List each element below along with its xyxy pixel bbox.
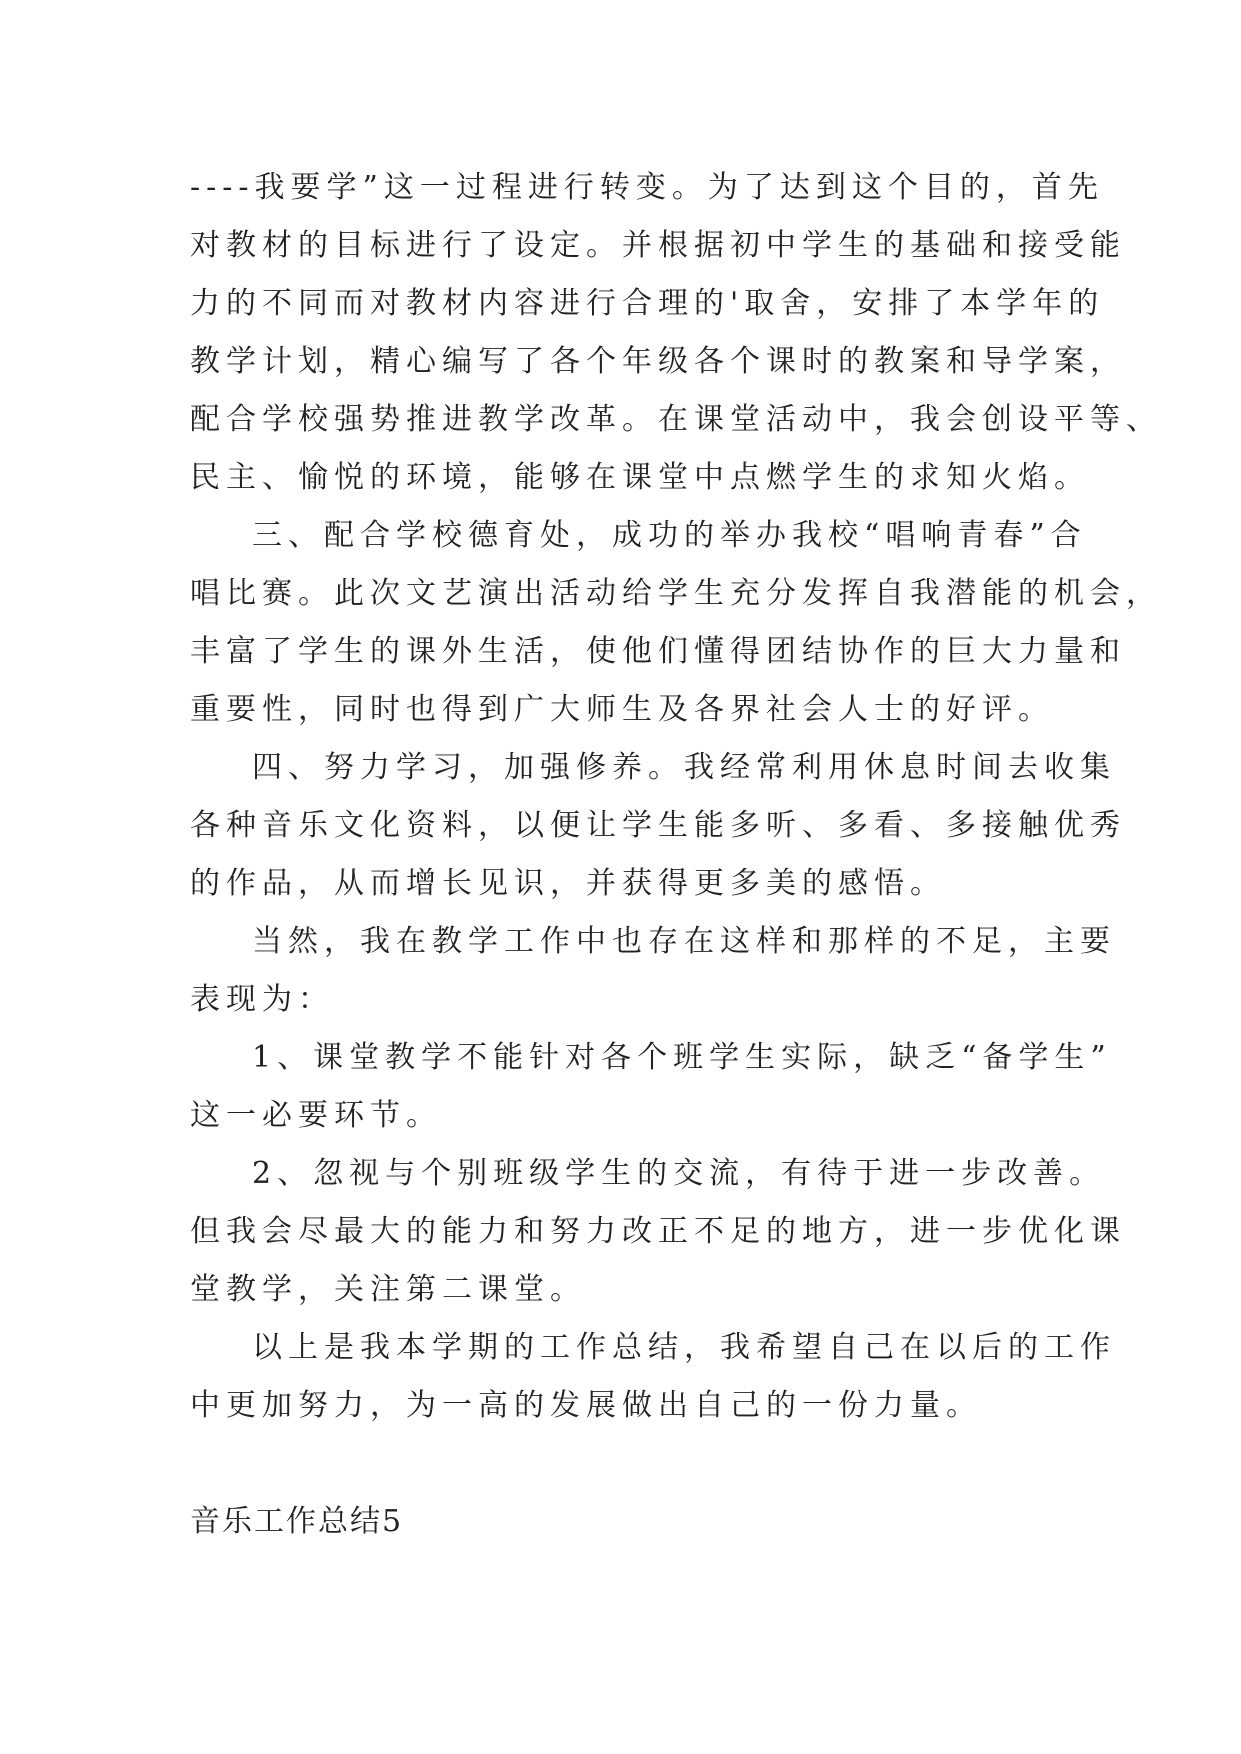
body-line: 各种音乐文化资料，以便让学生能多听、多看、多接触优秀 [190,808,1126,843]
paragraph-start-line: 1、课堂教学不能针对各个班学生实际，缺乏“备学生” [252,1040,1112,1075]
paragraph-start-line: 当然，我在教学工作中也存在这样和那样的不足，主要 [252,924,1116,959]
body-line: 表现为： [190,982,334,1017]
body-line: 力的不同而对教材内容进行合理的'取舍，安排了本学年的 [190,286,1105,321]
paragraph-start-line: 四、努力学习，加强修养。我经常利用休息时间去收集 [252,750,1116,785]
body-line: 但我会尽最大的能力和努力改正不足的地方，进一步优化课 [190,1214,1126,1249]
body-line: ----我要学”这一过程进行转变。为了达到这个目的，首先 [190,170,1104,205]
paragraph-start-line: 2、忽视与个别班级学生的交流，有待于进一步改善。 [252,1156,1106,1191]
body-line: 配合学校强势推进教学改革。在课堂活动中，我会创设平等、 [190,402,1162,437]
body-line: 重要性，同时也得到广大师生及各界社会人士的好评。 [190,692,1054,727]
body-line: 丰富了学生的课外生活，使他们懂得团结协作的巨大力量和 [190,634,1126,669]
section-title: 音乐工作总结5 [190,1504,404,1539]
body-line: 唱比赛。此次文艺演出活动给学生充分发挥自我潜能的机会， [190,576,1162,611]
body-line: 这一必要环节。 [190,1098,442,1133]
paragraph-start-line: 以上是我本学期的工作总结，我希望自己在以后的工作 [252,1330,1116,1365]
body-line: 教学计划，精心编写了各个年级各个课时的教案和导学案， [190,344,1126,379]
body-line: 民主、愉悦的环境，能够在课堂中点燃学生的求知火焰。 [190,460,1090,495]
paragraph-start-line: 三、配合学校德育处，成功的举办我校“唱响青春”合 [252,518,1087,553]
body-line: 的作品，从而增长见识，并获得更多美的感悟。 [190,866,946,901]
body-line: 堂教学，关注第二课堂。 [190,1272,586,1307]
body-line: 中更加努力，为一高的发展做出自己的一份力量。 [190,1388,982,1423]
body-line: 对教材的目标进行了设定。并根据初中学生的基础和接受能 [190,228,1126,263]
